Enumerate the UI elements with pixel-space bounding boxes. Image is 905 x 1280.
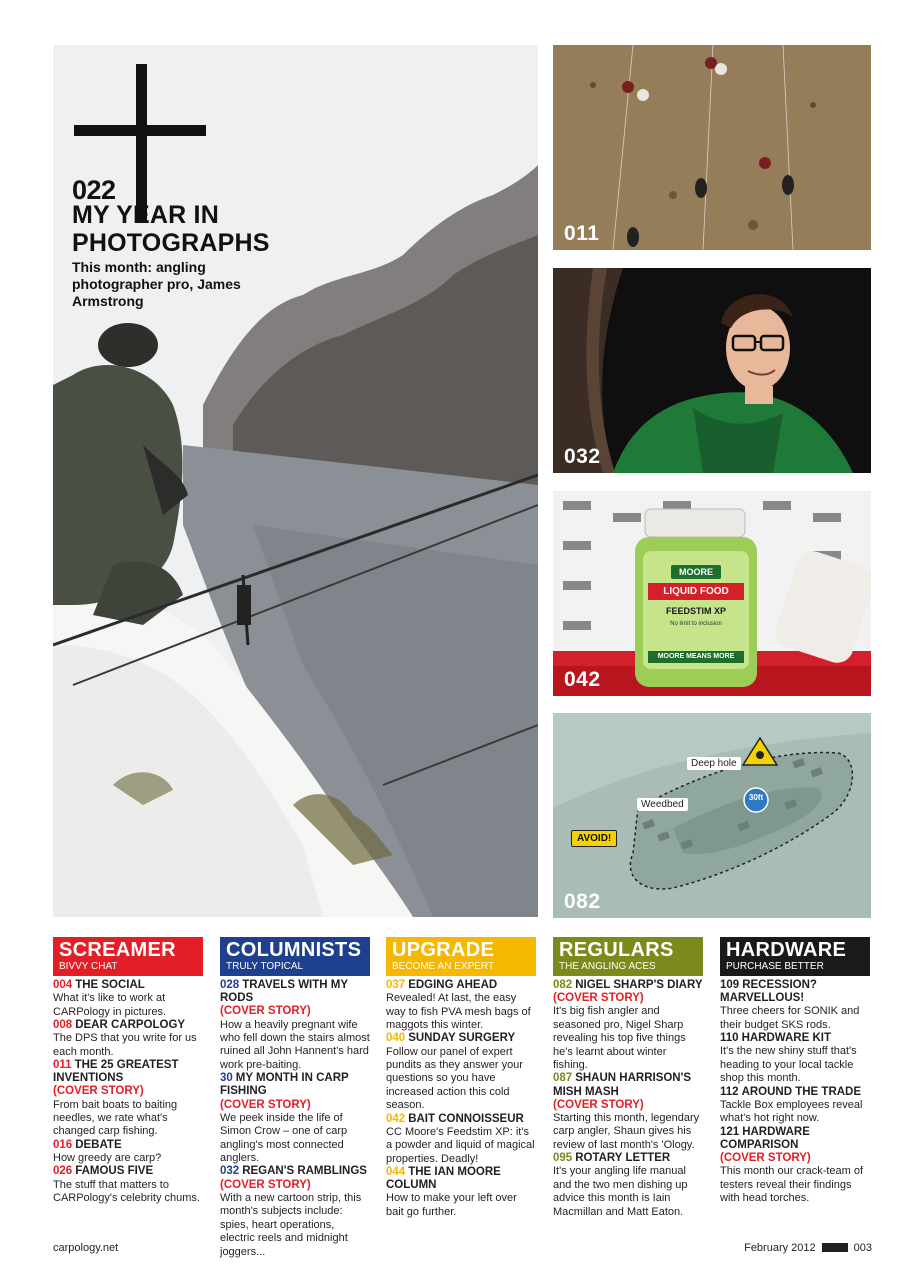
entry-description: The DPS that you write for us each month. <box>53 1032 197 1058</box>
entry-page-number: 087 <box>553 1072 573 1085</box>
entry-page-number: 026 <box>53 1165 73 1178</box>
section-title: SCREAMER <box>59 939 176 961</box>
entry-page-number: 011 <box>53 1059 72 1072</box>
plus-icon-vertical <box>136 64 147 221</box>
cover-story-tag: (COVER STORY) <box>553 992 644 1005</box>
thumbnail-042[interactable] <box>553 491 871 696</box>
entry-title <box>53 1165 203 1178</box>
entry-name: MY MONTH IN CARP FISHING <box>220 1072 349 1098</box>
contents-entry[interactable] <box>53 1139 203 1166</box>
weedbed-label: Weedbed <box>637 798 688 811</box>
contents-entry[interactable] <box>220 1165 370 1258</box>
entry-page-number: 016 <box>53 1138 73 1151</box>
entry-page-number: 110 <box>720 1032 739 1045</box>
entry-name: THE SOCIAL <box>75 979 145 991</box>
entry-name: ROTARY LETTER <box>575 1152 671 1165</box>
entry-page-number: 082 <box>553 979 573 991</box>
thumbnail-011[interactable] <box>553 45 871 250</box>
entry-description: We peek inside the life of Simon Crow – one of carp angling's most connected anglers. <box>220 1111 348 1165</box>
contents-entry[interactable] <box>386 1032 536 1112</box>
contents-entry[interactable] <box>53 1019 203 1059</box>
column-upgrade <box>386 937 536 1219</box>
entry-title <box>53 1019 203 1032</box>
thumbnail-number: 032 <box>564 445 601 468</box>
entry-name: RECESSION? MARVELLOUS! <box>720 979 817 1005</box>
product-name: FEEDSTIM XP <box>665 606 726 616</box>
entry-title <box>553 1152 703 1165</box>
entry-name: HARDWARE KIT <box>741 1032 832 1045</box>
entry-name: THE IAN MOORE COLUMN <box>386 1166 501 1192</box>
entry-title <box>720 979 870 1005</box>
contents-entry[interactable] <box>720 1032 870 1085</box>
entry-title <box>53 979 203 992</box>
contents-entry[interactable] <box>553 1152 703 1219</box>
entry-title <box>220 1165 370 1178</box>
entry-name: DEBATE <box>75 1138 122 1151</box>
footer-date: February 2012 <box>744 1242 816 1254</box>
entry-description: CC Moore's Feedstim XP: it's a powder and liquid of magical properties. Deadly! <box>386 1125 535 1165</box>
entry-page-number: 30 <box>220 1072 233 1085</box>
entry-page-number: 112 <box>720 1085 739 1098</box>
entry-title <box>53 1139 203 1152</box>
carpology-logo-icon <box>822 1243 848 1252</box>
entry-description: Revealed! At last, the easy way to fish PVA mesh bags of maggots this winter. <box>386 992 531 1032</box>
entry-name: FAMOUS FIVE <box>75 1165 154 1178</box>
entry-description: It's your angling life manual and the two men dishing up advice this month is Iain Macmillan and Matt Eaton. <box>553 1165 688 1218</box>
entry-title <box>220 1072 370 1098</box>
entry-description: The stuff that matters to CARPology's celebrity chums. <box>53 1178 200 1205</box>
section-subtitle: TRULY TOPICAL <box>226 961 304 972</box>
contents-entry[interactable] <box>53 979 203 1019</box>
cover-story-tag: (COVER STORY) <box>220 1005 311 1018</box>
entry-name: TRAVELS WITH MY RODS <box>220 979 348 1005</box>
section-subtitle: THE ANGLING ACES <box>559 961 656 972</box>
contents-entry[interactable] <box>386 1166 536 1219</box>
section-header <box>386 937 536 976</box>
hero-title: MY YEAR IN PHOTOGRAPHS <box>72 201 270 257</box>
hero-page-number: 022 <box>72 175 116 205</box>
depth-label: 30ft <box>748 793 764 802</box>
entry-page-number: 042 <box>386 1112 406 1125</box>
lakebed-rigs-photo <box>553 45 871 250</box>
section-subtitle: BECOME AN EXPERT <box>392 961 495 972</box>
cover-story-tag: (COVER STORY) <box>720 1152 811 1165</box>
footer-page-number: 003 <box>853 1242 872 1254</box>
entry-title <box>386 1166 536 1192</box>
contents-entry[interactable] <box>553 979 703 1072</box>
entry-description: With a new cartoon strip, this month's subjects include: spies, heart operations, electric reels and midnight joggers... <box>220 1191 362 1258</box>
entry-name: THE 25 GREATEST INVENTIONS <box>53 1059 179 1085</box>
section-subtitle: BIVVY CHAT <box>59 961 118 972</box>
column-columnists <box>220 937 370 1259</box>
swim-map-illustration <box>553 713 871 918</box>
product-slogan: MOORE MEANS MORE <box>648 651 744 663</box>
entry-title <box>720 1032 870 1045</box>
hero-scene-illustration <box>53 45 538 917</box>
contents-entry[interactable] <box>720 979 870 1032</box>
section-title: UPGRADE <box>392 939 495 961</box>
column-screamer <box>53 937 203 1205</box>
entry-page-number: 037 <box>386 979 406 991</box>
entry-description: How greedy are carp? <box>53 1152 162 1165</box>
cover-story-tag: (COVER STORY) <box>220 1098 311 1111</box>
cartoon-man-illustration <box>553 268 871 473</box>
product-label: LIQUID FOOD <box>648 583 744 600</box>
entry-title <box>386 1032 536 1045</box>
section-title: COLUMNISTS <box>226 939 362 961</box>
contents-entry[interactable] <box>220 1072 370 1165</box>
entry-title <box>720 1126 870 1152</box>
contents-entry[interactable] <box>386 1113 536 1166</box>
entry-description: What it's like to work at CARPology in pictures. <box>53 992 167 1018</box>
contents-entry[interactable] <box>720 1126 870 1206</box>
column-hardware <box>720 937 870 1205</box>
hero-subtitle: This month: angling photographer pro, James Armstrong <box>72 259 241 309</box>
entry-name: NIGEL SHARP'S DIARY <box>575 979 703 991</box>
section-title: HARDWARE <box>726 939 847 961</box>
entry-title <box>220 979 370 1005</box>
entry-name: EDGING AHEAD <box>408 979 498 991</box>
thumbnail-082[interactable] <box>553 713 871 918</box>
section-header <box>220 937 370 976</box>
thumbnail-032[interactable] <box>553 268 871 473</box>
contents-entry[interactable] <box>553 1072 703 1152</box>
hero-photo <box>53 45 538 917</box>
entry-title <box>386 979 536 992</box>
thumbnail-number: 011 <box>564 222 600 245</box>
entry-name: SUNDAY SURGERY <box>408 1032 516 1045</box>
entry-description: How to make your left over bait go further. <box>386 1192 517 1218</box>
thumbnail-number: 042 <box>564 668 601 691</box>
entry-name: SHAUN HARRISON'S MISH MASH <box>553 1072 692 1098</box>
contents-entry[interactable] <box>720 1086 870 1126</box>
entry-name: REGAN'S RAMBLINGS <box>242 1165 367 1178</box>
entry-title <box>720 1086 870 1099</box>
footer-site: carpology.net <box>53 1242 119 1254</box>
contents-entry[interactable] <box>220 979 370 1072</box>
entry-title <box>53 1059 203 1085</box>
section-header <box>553 937 703 976</box>
thumbnail-number: 082 <box>564 890 601 913</box>
entry-description: Starting this month, legendary carp angler, Shaun gives his review of last month's 'Ology. <box>553 1112 700 1151</box>
entry-title <box>553 1072 703 1098</box>
entry-description: From bait boats to baiting needles, we rate what's changed carp fishing. <box>53 1098 178 1138</box>
product-brand: MOORE <box>671 565 721 579</box>
entry-name: DEAR CARPOLOGY <box>75 1019 186 1032</box>
contents-entry[interactable] <box>386 979 536 1032</box>
entry-description: This month our crack-team of testers reveal their findings with head torches. <box>720 1165 864 1205</box>
entry-description: How a heavily pregnant wife who fell down the stairs almost ruined all John Hannent's hard work pre-baiting. <box>220 1018 370 1071</box>
deep-hole-label: Deep hole <box>687 757 741 770</box>
entry-page-number: 095 <box>553 1152 573 1165</box>
entry-page-number: 040 <box>386 1032 406 1045</box>
section-header <box>720 937 870 976</box>
footer-page-info <box>744 1242 872 1254</box>
cover-story-tag: (COVER STORY) <box>53 1085 144 1098</box>
section-subtitle: PURCHASE BETTER <box>726 961 824 972</box>
avoid-label: AVOID! <box>571 830 617 847</box>
entry-description: Three cheers for SONIK and their budget SKS rods. <box>720 1005 860 1031</box>
contents-entry[interactable] <box>53 1059 203 1139</box>
contents-entry[interactable] <box>53 1165 203 1205</box>
entry-description: It's the new shiny stuff that's heading to your local tackle shop this month. <box>720 1045 857 1085</box>
entry-page-number: 044 <box>386 1166 406 1179</box>
entry-page-number: 028 <box>220 979 240 991</box>
section-header <box>53 937 203 976</box>
entry-page-number: 109 <box>720 979 740 991</box>
entry-page-number: 004 <box>53 979 73 991</box>
cover-story-tag: (COVER STORY) <box>553 1098 644 1111</box>
entry-name: HARDWARE COMPARISON <box>720 1125 810 1151</box>
entry-name: AROUND THE TRADE <box>741 1085 862 1098</box>
entry-description: Follow our panel of expert pundits as they answer your questions so you have increased action this cold season. <box>386 1045 523 1112</box>
plus-icon-horizontal <box>74 125 206 136</box>
cover-story-tag: (COVER STORY) <box>220 1178 311 1191</box>
entry-description: It's big fish angler and seasoned pro, Nigel Sharp revealing his top five things he's learnt about winter fishing. <box>553 1005 686 1072</box>
entry-name: BAIT CONNOISSEUR <box>408 1112 524 1125</box>
entry-page-number: 008 <box>53 1019 73 1032</box>
entry-title <box>553 979 703 992</box>
entry-page-number: 121 <box>720 1125 740 1138</box>
entry-page-number: 032 <box>220 1165 240 1178</box>
entry-description: Tackle Box employees reveal what's hot right now. <box>720 1098 863 1125</box>
section-title: REGULARS <box>559 939 674 961</box>
column-regulars <box>553 937 703 1219</box>
product-note: No limit to inclusion <box>670 621 722 627</box>
entry-title <box>386 1113 536 1126</box>
